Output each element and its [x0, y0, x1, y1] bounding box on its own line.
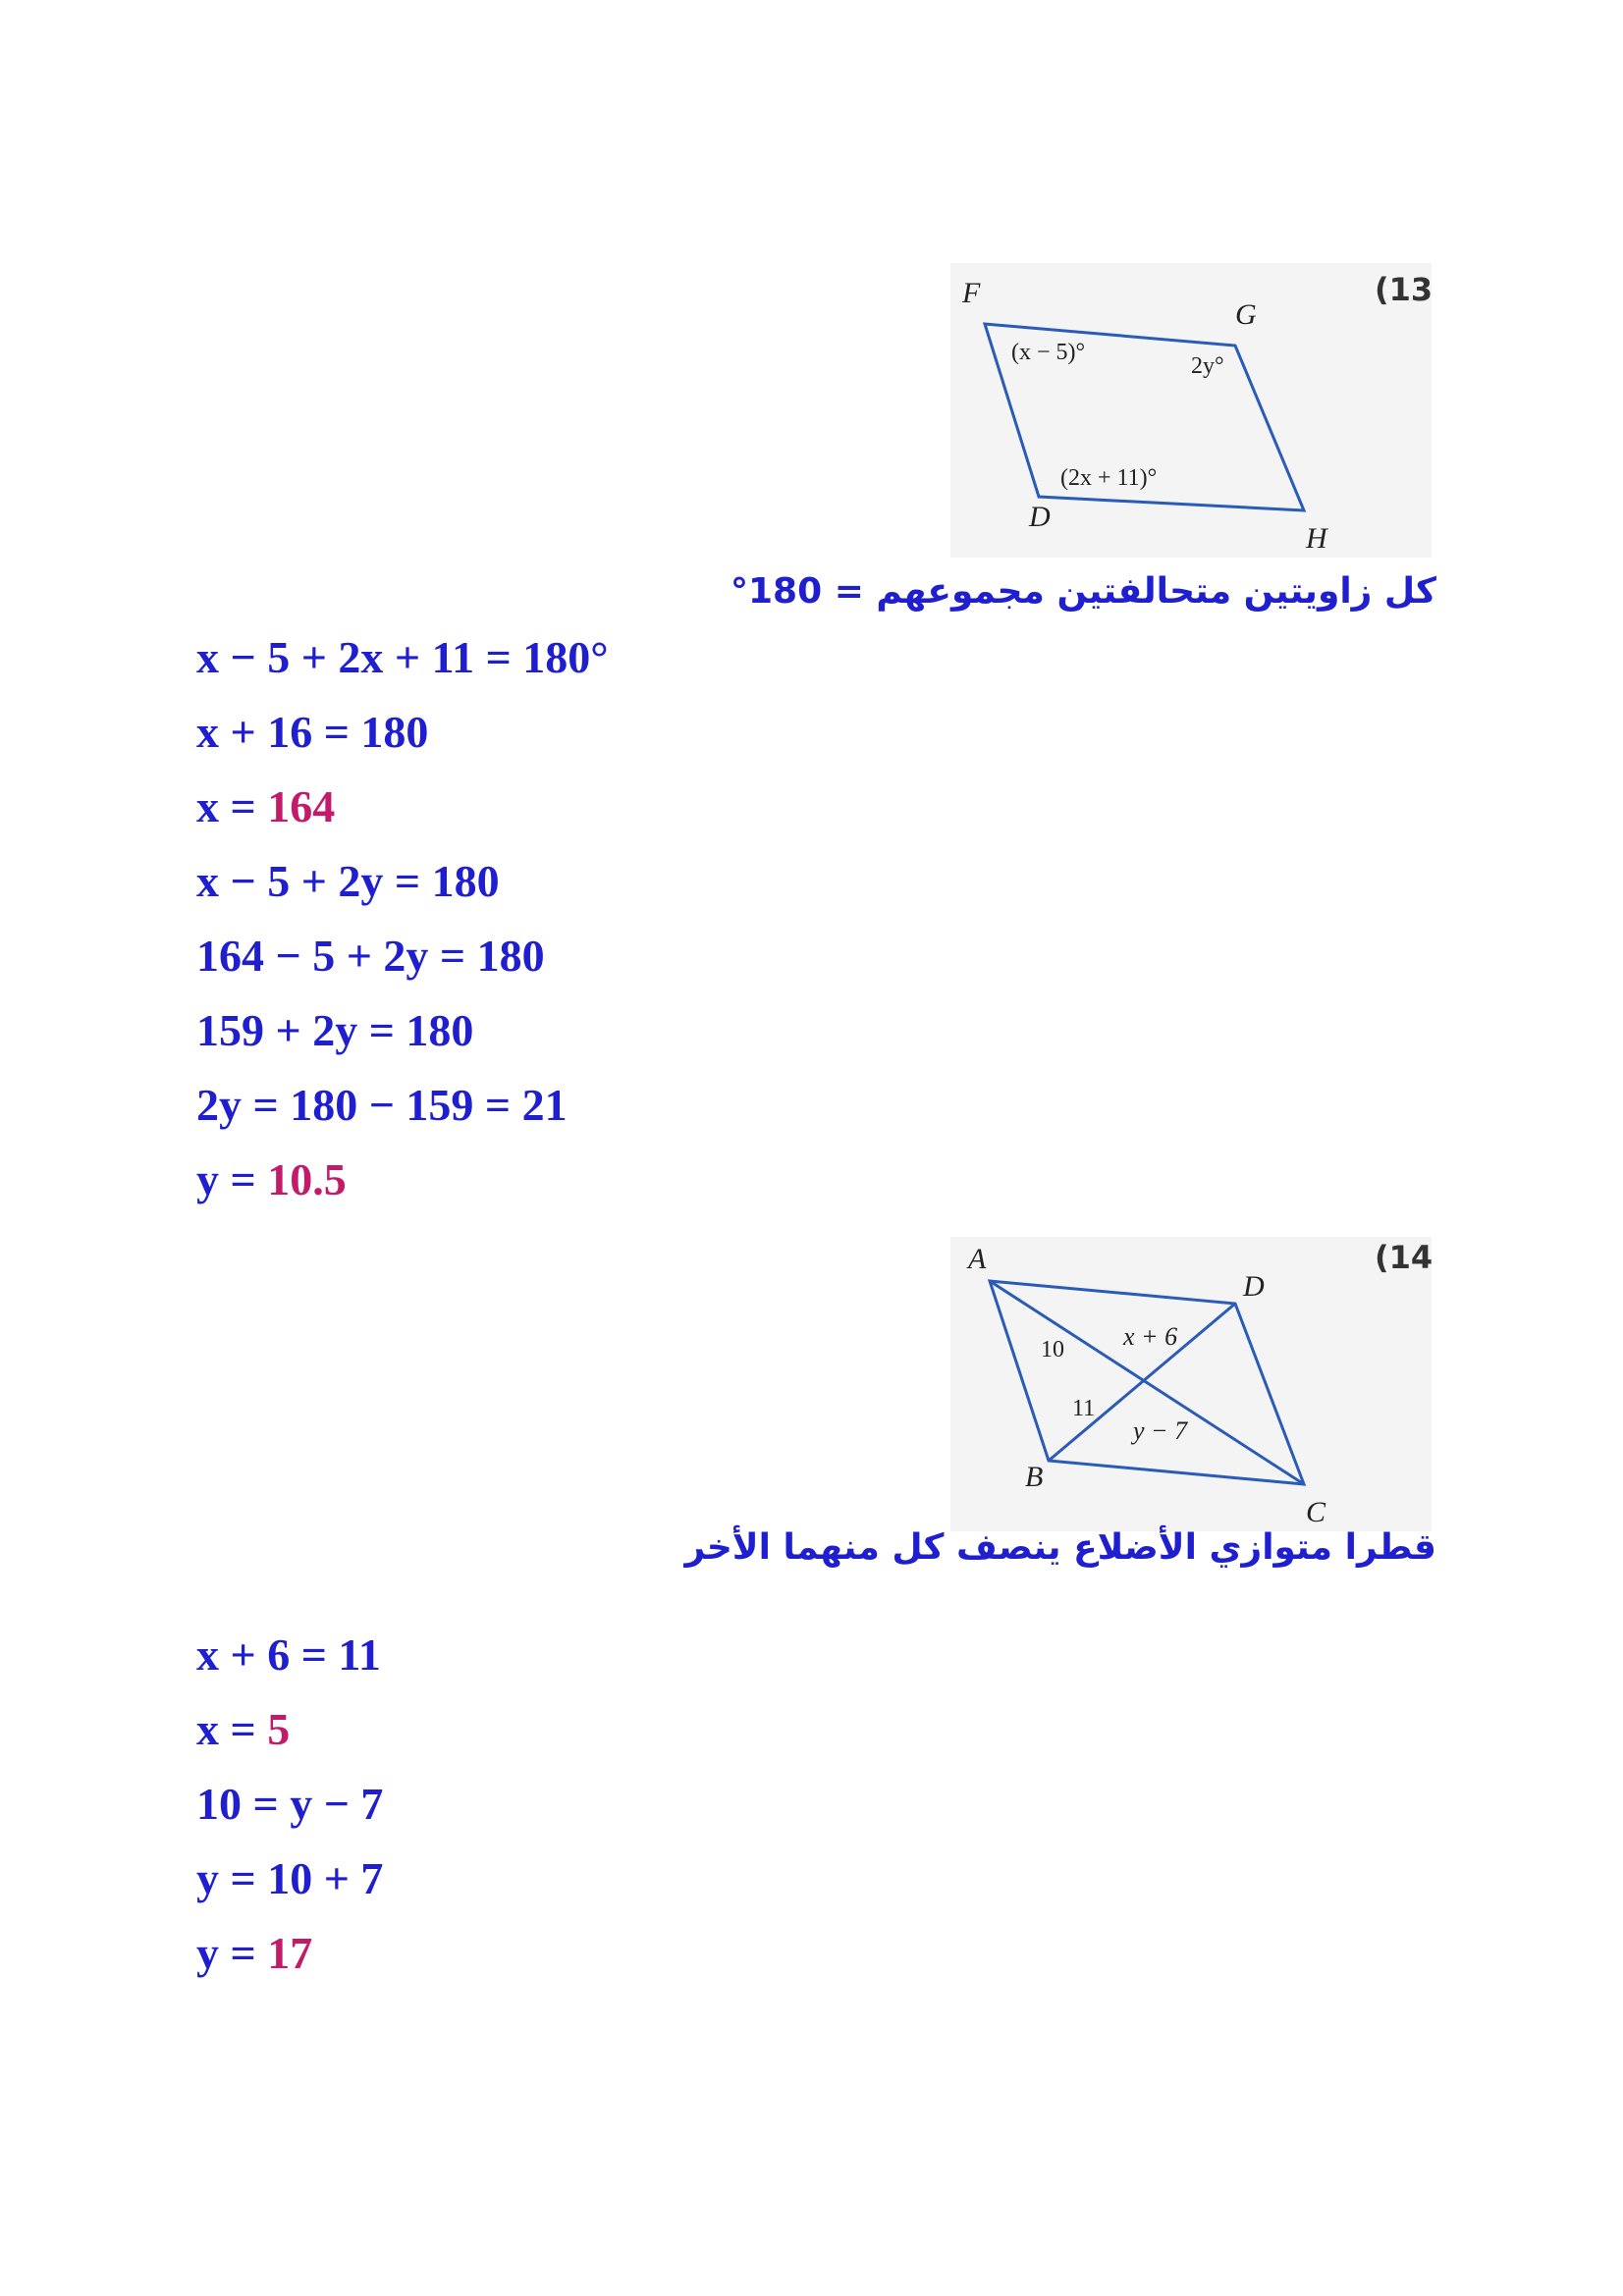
- equation-text: 2y = 180 − 159 = 21: [196, 1080, 568, 1130]
- equation-line: [196, 852, 500, 911]
- equation-text: 164 − 5 + 2y = 180: [196, 931, 545, 981]
- equation-line: [196, 1076, 568, 1135]
- rule-13: كل زاويتين متحالفتين مجموعهم = 180°: [730, 571, 1436, 612]
- equation-line: [196, 927, 545, 986]
- vertex-f: F: [962, 277, 981, 309]
- equation-text: 10 = y − 7: [196, 1779, 384, 1829]
- problem-number-14: (14: [1375, 1239, 1434, 1276]
- equation-answer: 164: [267, 781, 336, 831]
- vertex-g: G: [1235, 298, 1257, 331]
- rule-14: قطرا متوازي الأضلاع ينصف كل منهما الأخر: [684, 1527, 1436, 1568]
- equation-text: y = 10 + 7: [196, 1853, 384, 1903]
- equation-line: [196, 1700, 290, 1759]
- segment-label-ae: 10: [1041, 1337, 1064, 1362]
- equation-line: [196, 1626, 381, 1684]
- vertex-d: D: [1243, 1270, 1265, 1303]
- equation-text: y =: [196, 1154, 268, 1204]
- angle-label-d: (2x + 11)°: [1060, 465, 1158, 491]
- equation-text: x − 5 + 2y = 180: [196, 856, 500, 906]
- figure-13-parallelogram: [950, 263, 1432, 558]
- vertex-a: A: [968, 1243, 987, 1275]
- equation-line: [196, 1775, 383, 1834]
- equation-text: x =: [196, 1704, 268, 1754]
- equation-text: y =: [196, 1928, 268, 1978]
- segment-label-be: 11: [1072, 1396, 1096, 1421]
- diagonal-ac: [990, 1281, 1304, 1484]
- equation-text: x =: [196, 781, 268, 831]
- vertex-h: H: [1306, 522, 1327, 555]
- equation-line: [196, 1924, 312, 1983]
- segment-label-ec: y − 7: [1133, 1416, 1188, 1445]
- figure-14-parallelogram-diagonals: [950, 1237, 1432, 1531]
- segment-label-ed: x + 6: [1123, 1322, 1178, 1351]
- angle-label-g: 2y°: [1191, 353, 1224, 379]
- equation-text: 159 + 2y = 180: [196, 1005, 474, 1055]
- equation-line: [196, 1849, 383, 1908]
- vertex-d: D: [1029, 501, 1051, 533]
- equation-answer: 10.5: [267, 1154, 347, 1204]
- equation-line: [196, 1001, 473, 1060]
- equation-line: [196, 628, 609, 687]
- equation-text: x + 6 = 11: [196, 1629, 381, 1680]
- equation-text: x + 16 = 180: [196, 707, 429, 757]
- equation-answer: 17: [267, 1928, 313, 1978]
- problem-number-13: (13: [1375, 271, 1434, 308]
- vertex-b: B: [1025, 1461, 1044, 1493]
- equation-text: x − 5 + 2x + 11 = 180°: [196, 632, 609, 682]
- equation-line: [196, 777, 335, 836]
- equation-line: [196, 703, 428, 762]
- vertex-c: C: [1306, 1496, 1326, 1528]
- equation-line: [196, 1150, 347, 1209]
- equation-answer: 5: [267, 1704, 291, 1754]
- angle-label-f: (x − 5)°: [1011, 340, 1086, 365]
